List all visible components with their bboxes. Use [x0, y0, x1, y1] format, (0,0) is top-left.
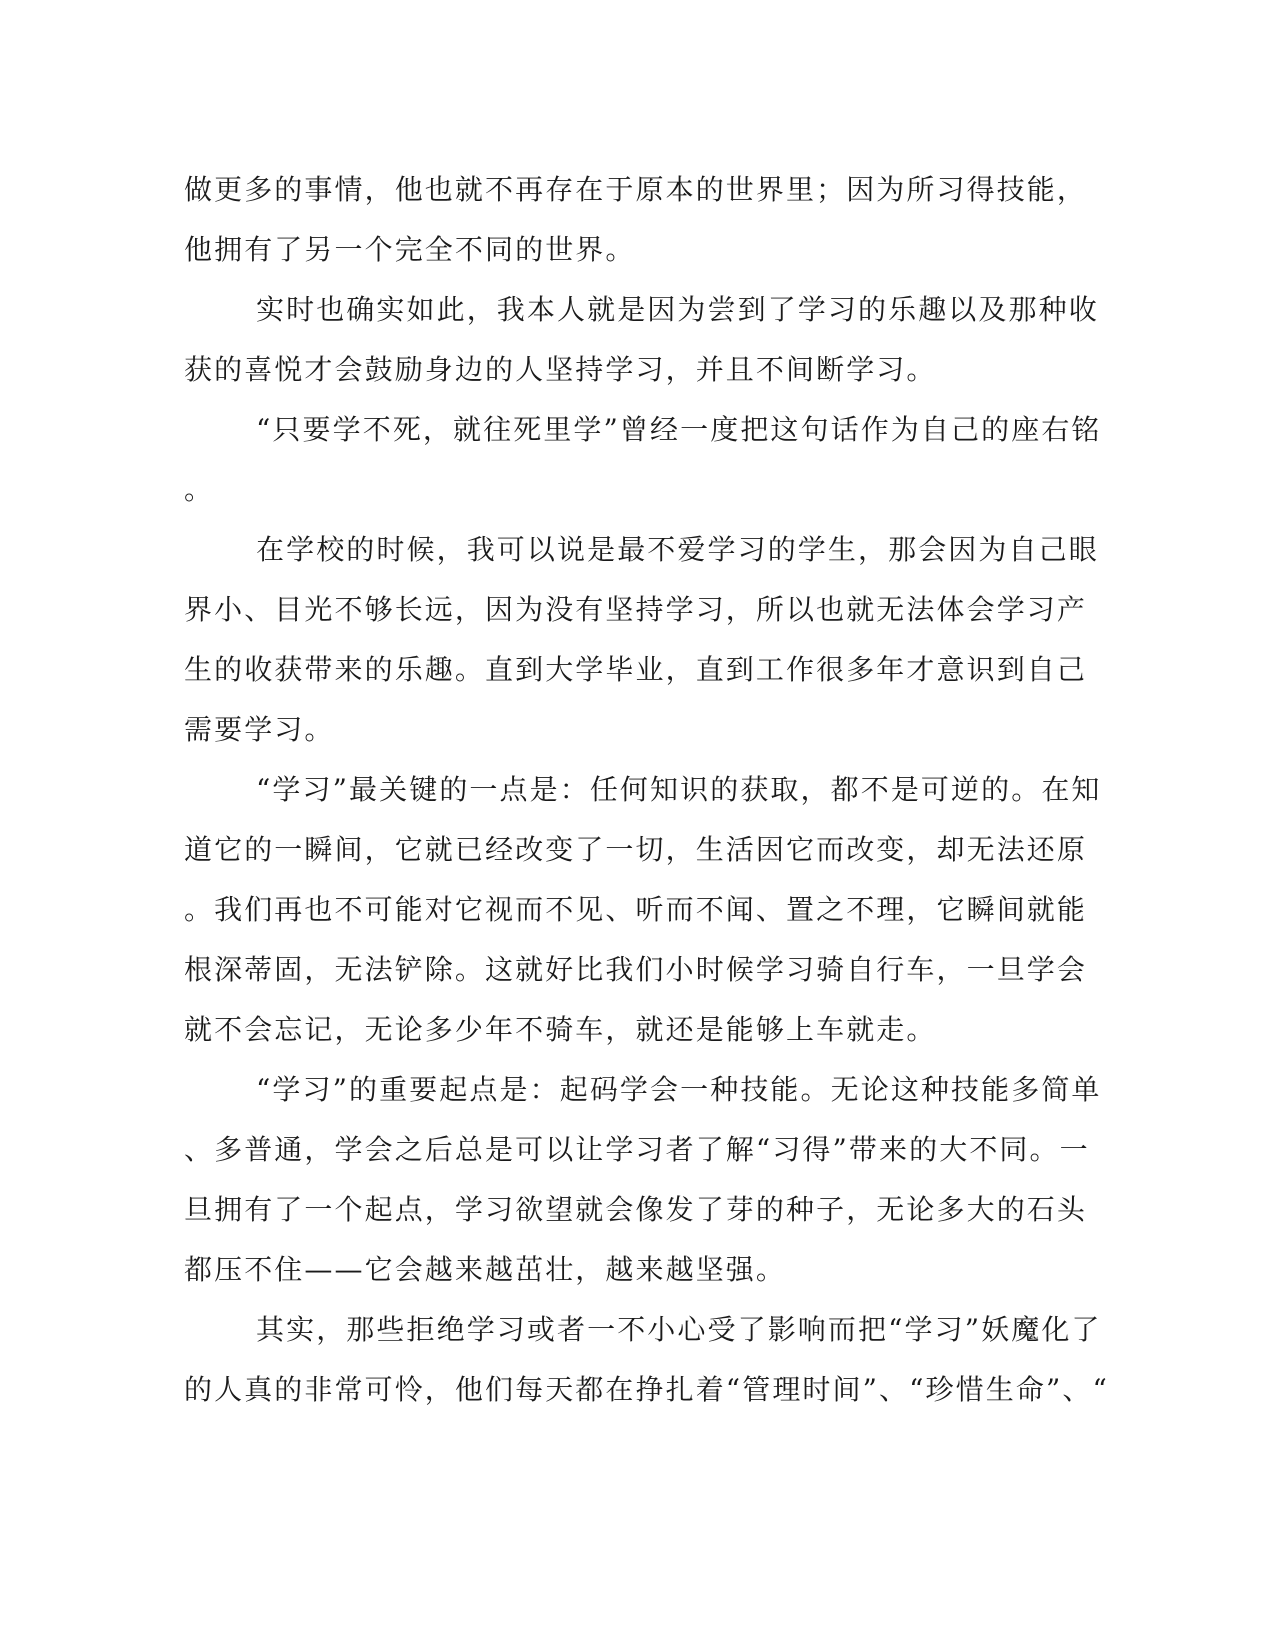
document-body	[184, 160, 1109, 1420]
text-line: 实时也确实如此，我本人就是因为尝到了学习的乐趣以及那种收	[256, 293, 1099, 326]
text-line: 根深蒂固，无法铲除。这就好比我们小时候学习骑自行车，一旦学会	[184, 953, 1088, 986]
text-line: 。我们再也不可能对它视而不见、听而不闻、置之不理，它瞬间就能	[184, 893, 1088, 926]
text-line: 。	[184, 473, 215, 506]
text-line: 、多普通，学会之后总是可以让学习者了解“习得”带来的大不同。一	[184, 1133, 1090, 1166]
text-line: 做更多的事情，他也就不再存在于原本的世界里；因为所习得技能，	[184, 173, 1088, 206]
text-line: 的人真的非常可怜，他们每天都在挣扎着“管理时间”、“珍惜生命”、“	[184, 1373, 1109, 1406]
text-line: 生的收获带来的乐趣。直到大学毕业，直到工作很多年才意识到自己	[184, 653, 1088, 686]
text-line: 都压不住——它会越来越茁壮，越来越坚强。	[184, 1253, 787, 1286]
text-line: 界小、目光不够长远，因为没有坚持学习，所以也就无法体会学习产	[184, 593, 1088, 626]
text-line: “学习”最关键的一点是：任何知识的获取，都不是可逆的。在知	[256, 773, 1102, 806]
text-line: 其实，那些拒绝学习或者一不小心受了影响而把“学习”妖魔化了	[256, 1313, 1102, 1346]
text-line: “学习”的重要起点是：起码学会一种技能。无论这种技能多简单	[256, 1073, 1102, 1106]
text-line: 需要学习。	[184, 713, 335, 746]
text-line: “只要学不死，就往死里学”曾经一度把这句话作为自己的座右铭	[256, 413, 1102, 446]
text-line: 获的喜悦才会鼓励身边的人坚持学习，并且不间断学习。	[184, 353, 937, 386]
text-line: 他拥有了另一个完全不同的世界。	[184, 233, 636, 266]
text-line: 在学校的时候，我可以说是最不爱学习的学生，那会因为自己眼	[256, 533, 1099, 566]
text-line: 就不会忘记，无论多少年不骑车，就还是能够上车就走。	[184, 1013, 937, 1046]
text-line: 旦拥有了一个起点，学习欲望就会像发了芽的种子，无论多大的石头	[184, 1193, 1088, 1226]
text-line: 道它的一瞬间，它就已经改变了一切，生活因它而改变，却无法还原	[184, 833, 1088, 866]
